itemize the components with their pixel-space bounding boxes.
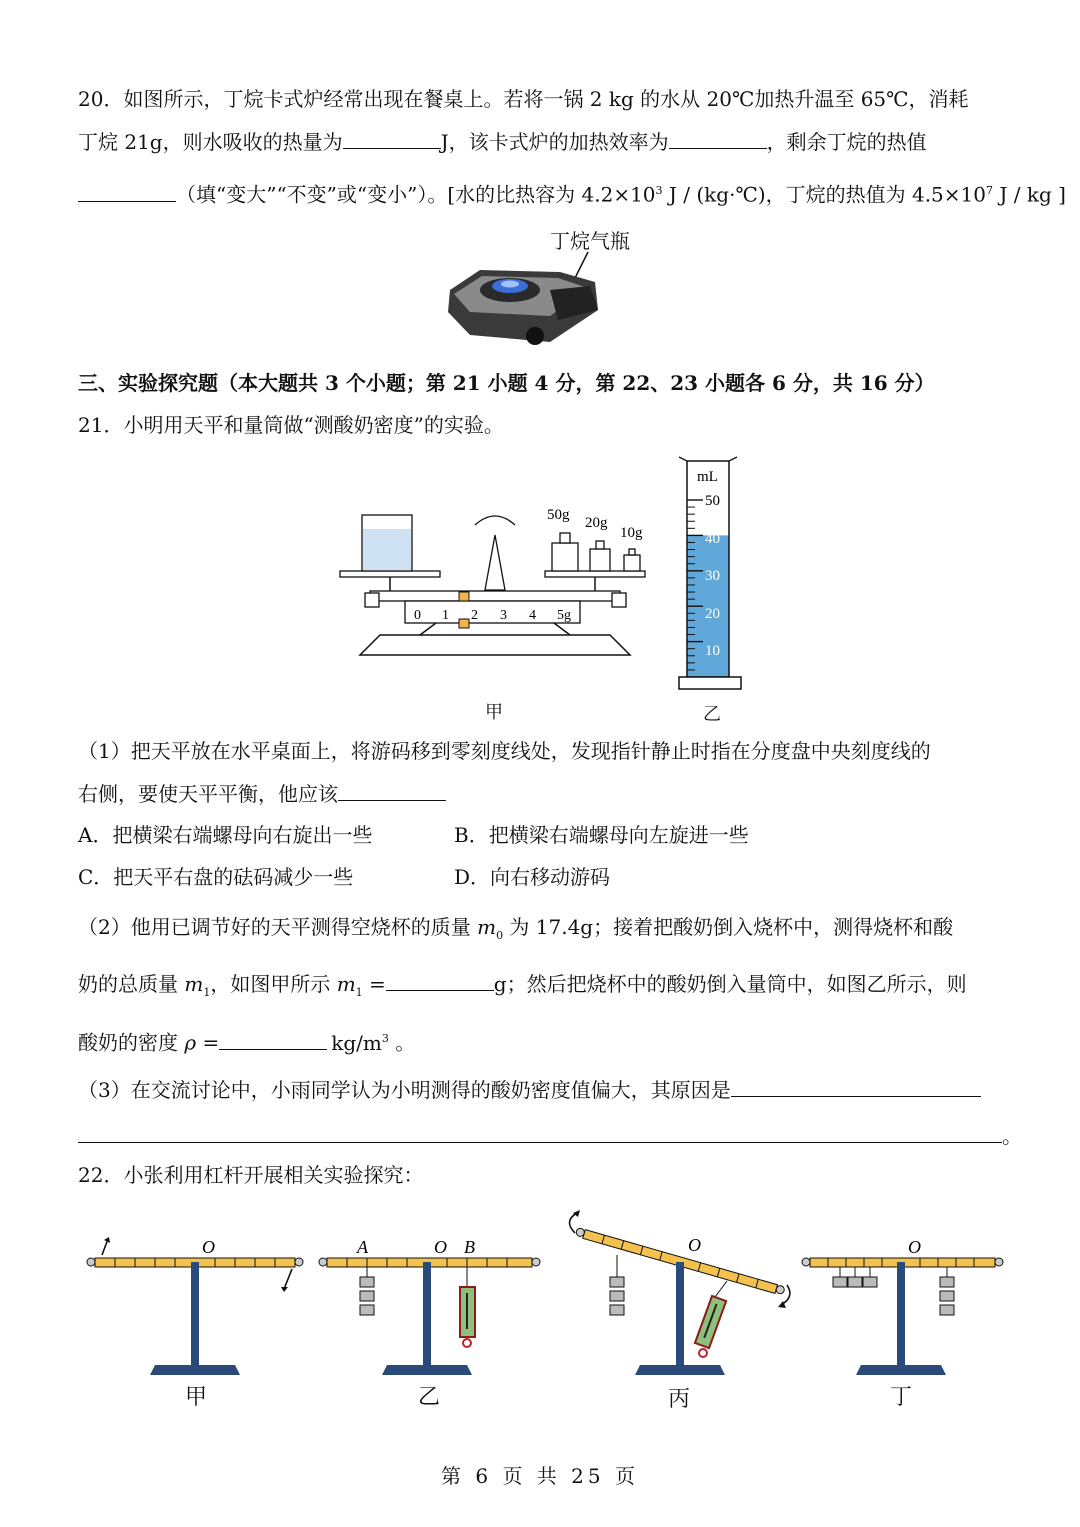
- q21-p3-line1-text: （3）在交流讨论中，小雨同学认为小明测得的酸奶密度值偏大，其原因是: [78, 1078, 731, 1102]
- lever-stand-pole: [897, 1262, 905, 1365]
- weight-50g: [552, 543, 578, 571]
- q21-p3-line1: [78, 1076, 981, 1103]
- q20-line3-text-c: J / kg ]: [993, 182, 1066, 207]
- balance-base: [360, 635, 630, 655]
- gas-canister: [550, 286, 598, 320]
- cylinder-tick-20: 20: [705, 606, 720, 622]
- section3-title: 三、实验探究题（本大题共 3 个小题；第 21 小题 4 分，第 22、23 小题各 6 分，共 16 分）: [78, 371, 935, 395]
- lever-stand-base: [382, 1365, 472, 1375]
- q21-density-unit-exp: 3: [381, 1032, 389, 1045]
- dial-plate: [475, 516, 515, 525]
- flame-core: [501, 281, 519, 288]
- q21-p2-line2-text-b: ，如图甲所示: [210, 972, 337, 996]
- q20-blank-heat-value[interactable]: [78, 181, 176, 202]
- control-knob: [526, 327, 544, 345]
- balance-beam: [370, 591, 620, 601]
- weight-label-10g: 10g: [620, 525, 643, 541]
- q20-line3-text-b: J / (kg·℃)，丁烷的热值为 4.5×10: [662, 182, 986, 207]
- q21-option-b: B．把横梁右端螺母向左旋进一些: [454, 823, 749, 847]
- q20-line2-text-c: ，剩余丁烷的热值: [766, 130, 927, 154]
- q21-p3-line2: [78, 1122, 1022, 1149]
- rider-bottom: [459, 619, 469, 628]
- right-nut: [612, 593, 626, 607]
- butane-stove-figure: [440, 250, 610, 355]
- hanging-weights: [610, 1277, 624, 1315]
- hanging-weights-left: [833, 1267, 877, 1287]
- q21-density-unit: kg/m: [331, 1030, 382, 1055]
- q21-p2-line3: [78, 1026, 415, 1056]
- q21-rho-symbol: ρ: [184, 1030, 197, 1055]
- q21-p1-line2-text: 右侧，要使天平平衡，他应该: [78, 782, 338, 806]
- cylinder-base: [679, 677, 741, 689]
- q21-p2-line2-text-c: =: [362, 972, 386, 996]
- q20-exp2: 7: [986, 184, 993, 197]
- weight-label-20g: 20g: [585, 515, 608, 531]
- hanging-weights: [360, 1277, 374, 1315]
- point-label-b: B: [464, 1237, 475, 1257]
- scale-tick-5g: 5g: [557, 608, 571, 623]
- q20-figure-label: 丁烷气瓶: [550, 229, 630, 253]
- q21-p2-line2: [78, 970, 967, 1006]
- pivot-label-o: O: [202, 1237, 215, 1257]
- q21-blank-m1[interactable]: [386, 970, 494, 991]
- q21-p2-line1-text-a: （2）他用已调节好的天平测得空烧杯的质量: [78, 915, 478, 939]
- q20-line2-text-b: J，该卡式炉的加热效率为: [440, 130, 669, 154]
- q20-blank-heat[interactable]: [343, 128, 441, 149]
- q21-p2-line3-text-b: =: [196, 1030, 220, 1055]
- q22-caption-bing: 丙: [668, 1387, 691, 1412]
- hanging-weights-right: [940, 1267, 954, 1315]
- q21-option-d: D．向右移动游码: [454, 865, 611, 889]
- q21-p2-line3-text-d: 。: [388, 1030, 416, 1055]
- q20-blank-efficiency[interactable]: [669, 128, 767, 149]
- q21-caption-yi: 乙: [703, 704, 721, 725]
- q21-m1-symbol-2: m: [336, 972, 356, 996]
- down-arrow-icon: [281, 1287, 288, 1292]
- scale-tick-2: 2: [471, 608, 478, 623]
- cylinder-unit: mL: [697, 469, 718, 485]
- cylinder-tick-10: 10: [705, 643, 720, 659]
- left-pan: [340, 571, 440, 577]
- lever-stand-pole: [423, 1262, 431, 1365]
- q20-line3: [78, 178, 1066, 208]
- q20-line2: [78, 128, 927, 155]
- cylinder-tick-30: 30: [705, 568, 720, 584]
- weight-10g: [624, 555, 640, 571]
- q21-option-c: C．把天平右盘的砝码减少一些: [78, 865, 354, 889]
- lever-stand-base: [150, 1365, 240, 1375]
- q21-m1-symbol: m: [184, 972, 204, 996]
- q21-m0-sub: 0: [496, 929, 504, 942]
- lever-stand-base: [635, 1365, 725, 1375]
- point-label-a: A: [357, 1237, 368, 1257]
- rider-scale: [405, 601, 580, 623]
- pivot-label-o: O: [908, 1237, 921, 1257]
- graduated-cylinder: [675, 455, 750, 695]
- cylinder-tick-50: 50: [705, 493, 720, 509]
- q20-line1: 20．如图所示，丁烷卡式炉经常出现在餐桌上。若将一锅 2 kg 的水从 20℃加热升温至 65℃，消耗: [78, 87, 969, 111]
- q20-exp1: 3: [655, 184, 663, 197]
- q21-option-a: A．把横梁右端螺母向右旋出一些: [78, 823, 373, 847]
- balance-figure: [330, 495, 660, 665]
- q22-stem: 22．小张利用杠杆开展相关实验探究：: [78, 1163, 424, 1187]
- scale-tick-3: 3: [500, 608, 507, 623]
- q21-p2-line3-text-a: 酸奶的密度: [78, 1030, 185, 1055]
- right-pan: [545, 571, 645, 577]
- lever-stand-pole: [676, 1262, 684, 1365]
- q22-caption-ding: 丁: [890, 1385, 913, 1410]
- lever-stand-base: [856, 1365, 946, 1375]
- q21-stem: 21．小明用天平和量筒做“测酸奶密度”的实验。: [78, 413, 504, 437]
- q21-p2-line1: [78, 914, 953, 949]
- pivot-label-o: O: [688, 1235, 701, 1255]
- q21-p3-blank-2[interactable]: [78, 1122, 1002, 1143]
- q21-p3-blank-1[interactable]: [731, 1076, 981, 1097]
- q21-m1-sub-2: 1: [355, 986, 363, 999]
- q21-m1-sub: 1: [203, 986, 211, 999]
- left-nut: [365, 593, 379, 607]
- pivot-label-o: O: [434, 1237, 447, 1257]
- q21-p2-line2-text-d: g；然后把烧杯中的酸奶倒入量筒中，如图乙所示，则: [493, 972, 967, 996]
- page-footer: 第 6 页 共 25 页: [441, 1464, 639, 1488]
- q20-line3-text-a: （填“变大”“不变”或“变小”）。[水的比热容为 4.2×10: [176, 182, 656, 207]
- scale-tick-4: 4: [529, 608, 536, 623]
- q21-p3-end: 。: [1002, 1124, 1022, 1148]
- cylinder-tick-40: 40: [705, 531, 720, 547]
- q21-p1-line2: [78, 780, 446, 807]
- scale-tick-1: 1: [442, 608, 449, 623]
- q22-caption-yi: 乙: [418, 1385, 441, 1410]
- q20-line2-text-a: 丁烷 21g，则水吸收的热量为: [78, 130, 343, 154]
- q21-p2-line1-text-b: 为 17.4g；接着把酸奶倒入烧杯中，测得烧杯和酸: [503, 915, 954, 939]
- beaker-liquid: [363, 529, 411, 570]
- lever-stand-pole: [191, 1262, 199, 1365]
- q21-p2-line2-text-a: 奶的总质量: [78, 972, 185, 996]
- q22-caption-jia: 甲: [185, 1385, 208, 1410]
- rider-top: [459, 592, 469, 601]
- q21-p1-blank[interactable]: [338, 780, 446, 801]
- q21-caption-jia: 甲: [485, 702, 503, 723]
- weight-label-50g: 50g: [547, 507, 570, 523]
- q21-p1-line1: （1）把天平放在水平桌面上，将游码移到零刻度线处，发现指针静止时指在分度盘中央刻度线的: [78, 739, 931, 763]
- scale-tick-0: 0: [414, 608, 421, 623]
- lever-figure-bing: [555, 1205, 800, 1410]
- q21-m0-symbol: m: [477, 915, 497, 939]
- balance-pointer: [485, 535, 505, 590]
- weight-20g: [590, 549, 610, 571]
- q21-blank-density[interactable]: [219, 1029, 327, 1050]
